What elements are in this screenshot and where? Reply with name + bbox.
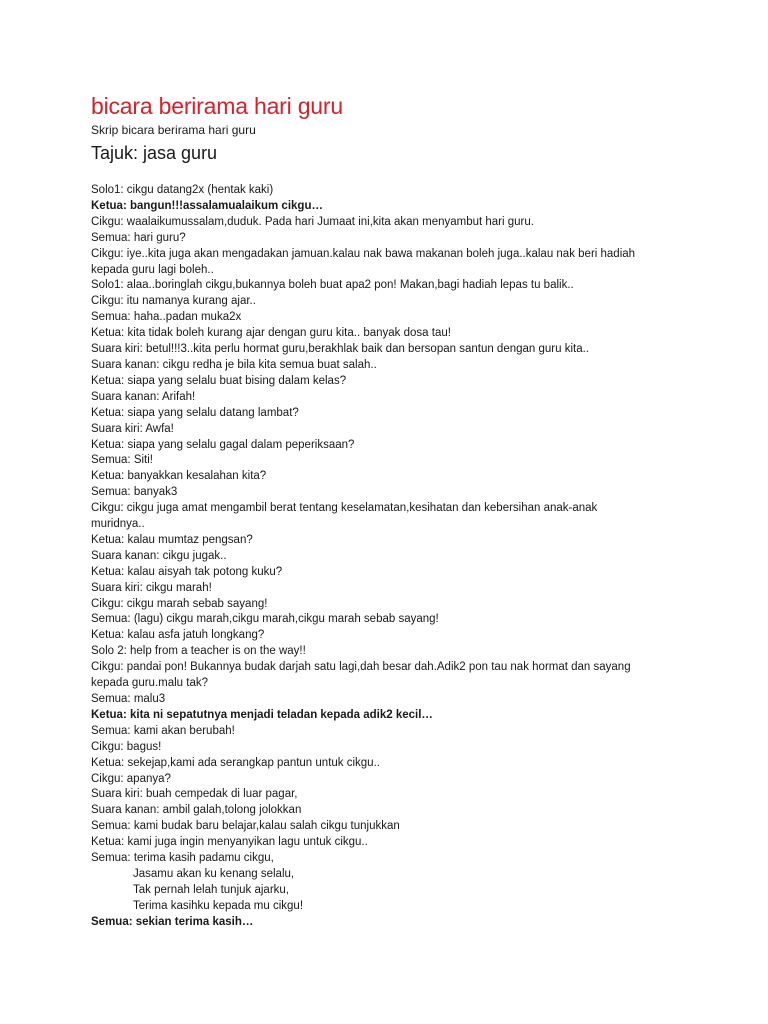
script-line: Cikgu: cikgu marah sebab sayang! — [91, 597, 268, 610]
script-line: Semua: kami budak baru belajar,kalau salah cikgu tunjukkan — [91, 820, 400, 833]
script-line: kepada guru lagi boleh.. — [91, 263, 214, 276]
script-line: Cikgu: iye..kita juga akan mengadakan jamuan.kalau nak bawa makanan boleh juga..kalau nak beri hadiah — [91, 247, 636, 260]
script-line: Suara kanan: cikgu redha je bila kita semua buat salah.. — [91, 358, 377, 371]
script-line: Jasamu akan ku kenang selalu, — [133, 867, 295, 880]
script-line: Suara kiri: buah cempedak di luar pagar, — [91, 788, 298, 801]
document-heading: Tajuk: jasa guru — [91, 143, 218, 163]
script-line: Ketua: kalau aisyah tak potong kuku? — [91, 565, 283, 578]
script-line: Terima kasihku kepada mu cikgu! — [133, 899, 304, 912]
script-line: Cikgu: cikgu juga amat mengambil berat tentang keselamatan,kesihatan dan kebersihan anak-anak — [91, 502, 598, 515]
script-line: Solo1: alaa..boringlah cikgu,bukannya boleh buat apa2 pon! Makan,bagi hadiah lepas tu balik.. — [91, 279, 574, 292]
script-line: Semua: Siti! — [91, 454, 153, 467]
script-line: Ketua: siapa yang selalu datang lambat? — [91, 406, 299, 419]
script-line: Solo1: cikgu datang2x (hentak kaki) — [91, 184, 274, 196]
document-page — [91, 92, 691, 931]
script-line: Suara kiri: Awfa! — [91, 422, 174, 435]
script-line: Suara kiri: cikgu marah! — [91, 581, 212, 594]
script-line: Semua: hari guru? — [91, 231, 186, 244]
script-line: Suara kanan: cikgu jugak.. — [91, 549, 227, 562]
script-line: Ketua: kita ni sepatutnya menjadi teladan kepada adik2 kecil… — [91, 708, 433, 721]
script-line: Semua: banyak3 — [91, 486, 178, 499]
script-line: Semua: haha..padan muka2x — [91, 311, 242, 324]
script-line: Semua: malu3 — [91, 693, 166, 705]
script-line: Ketua: kalau mumtaz pengsan? — [91, 533, 253, 546]
script-line: Suara kiri: betul!!!3..kita perlu hormat guru,berakhlak baik dan bersopan santun dengan guru kita.. — [91, 343, 589, 356]
script-line: Ketua: bangun!!!assalamualaikum cikgu… — [91, 199, 323, 212]
script-line: Cikgu: apanya? — [91, 772, 171, 785]
script-line: Semua: terima kasih padamu cikgu, — [91, 852, 274, 865]
script-line: Cikgu: itu namanya kurang ajar.. — [91, 295, 256, 308]
script-line: Cikgu: pandai pon! Bukannya budak darjah satu lagi,dah besar dah.Adik2 pon tau nak hormat dan sayang — [91, 661, 631, 674]
script-line: Ketua: siapa yang selalu gagal dalam peperiksaan? — [91, 438, 355, 451]
script-line: Tak pernah lelah tunjuk ajarku, — [133, 883, 289, 896]
script-line: Semua: sekian terima kasih… — [91, 915, 254, 928]
script-line: Cikgu: waalaikumussalam,duduk. Pada hari Jumaat ini,kita akan menyambut hari guru. — [91, 215, 534, 228]
script-line: Cikgu: bagus! — [91, 740, 162, 753]
script-line: muridnya.. — [91, 518, 145, 531]
script-line: Ketua: kami juga ingin menyanyikan lagu untuk cikgu.. — [91, 836, 368, 849]
document-title: bicara berirama hari guru — [91, 93, 343, 119]
script-line: Ketua: kalau asfa jatuh longkang? — [91, 629, 265, 642]
script-line: Suara kanan: ambil galah,tolong jolokkan — [91, 804, 302, 817]
script-line: kepada guru.malu tak? — [91, 677, 208, 690]
script-line: Semua: kami akan berubah! — [91, 724, 235, 737]
script-line: Ketua: banyakkan kesalahan kita? — [91, 470, 267, 483]
script-body — [91, 183, 691, 931]
script-line: Suara kanan: Arifah! — [91, 390, 196, 403]
script-line: Ketua: siapa yang selalu buat bising dalam kelas? — [91, 374, 347, 387]
script-line: Semua: (lagu) cikgu marah,cikgu marah,cikgu marah sebab sayang! — [91, 613, 439, 626]
script-line: Solo 2: help from a teacher is on the way!! — [91, 645, 306, 658]
script-line: Ketua: sekejap,kami ada serangkap pantun untuk cikgu.. — [91, 756, 380, 769]
document-subtitle: Skrip bicara berirama hari guru — [91, 123, 256, 137]
script-line: Ketua: kita tidak boleh kurang ajar dengan guru kita.. banyak dosa tau! — [91, 327, 451, 340]
